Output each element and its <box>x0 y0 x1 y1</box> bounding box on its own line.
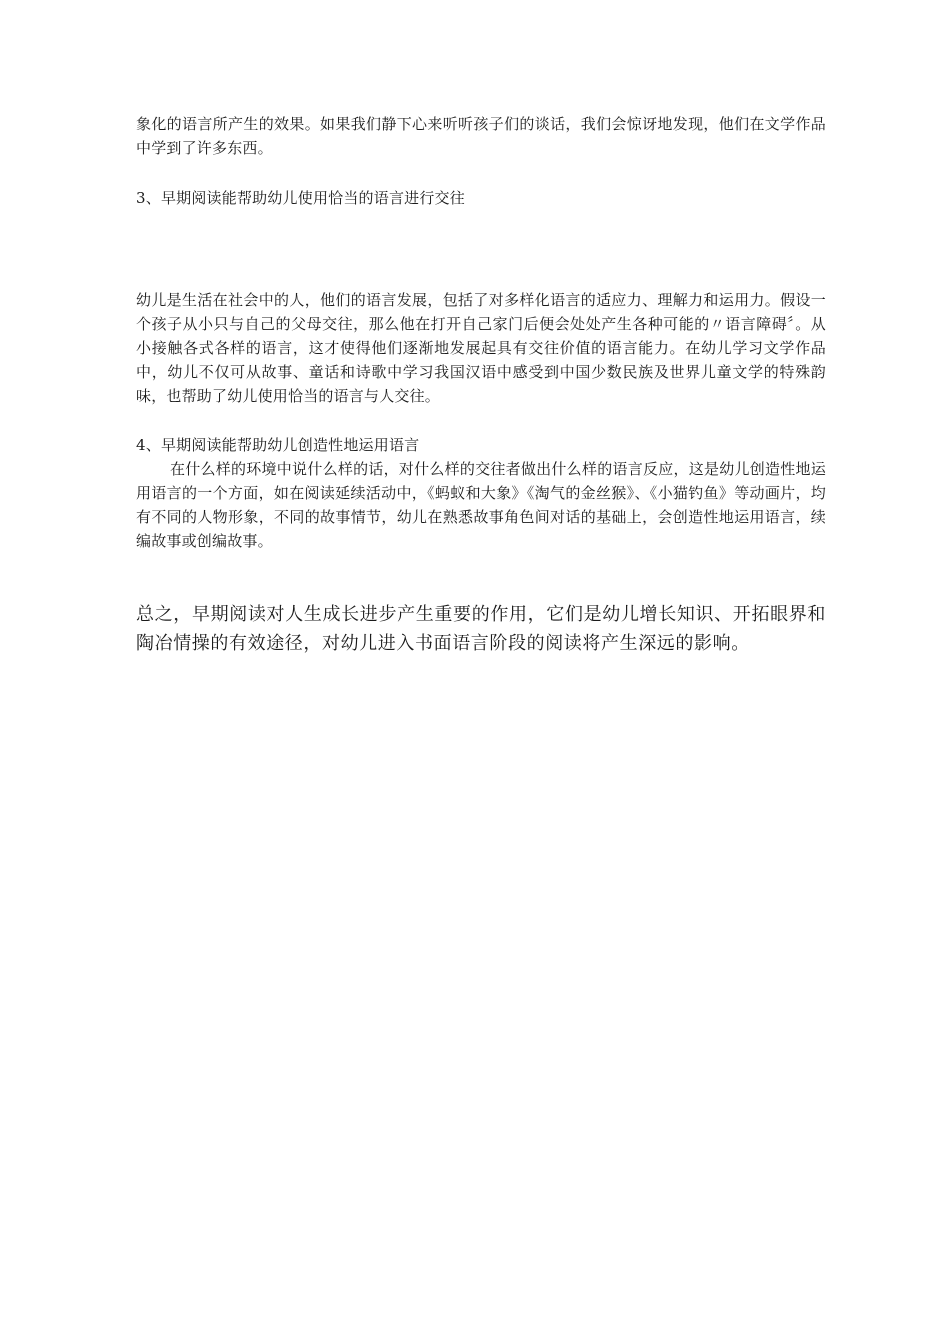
continuation-paragraph: 象化的语言所产生的效果。如果我们静下心来听听孩子们的谈话，我们会惊讶地发现，他们在文学作品中学到了许多东西。 <box>136 115 826 157</box>
section-3-paragraph: 幼儿是生活在社会中的人，他们的语言发展，包括了对多样化语言的适应力、理解力和运用力。假设一个孩子从小只与自己的父母交往，那么他在打开自己家门后便会处处产生各种可能的〃语言障碍〞。从小接触各式各样的语言，这才使得他们逐渐地发展起具有交往价值的语言能力。在幼儿学习文学作品中，幼儿不仅可从故事、童话和诗歌中学习我国汉语中感受到中国少数民族及世界儿童文学的特殊韵味，也帮助了幼儿使用恰当的语言与人交往。 <box>136 291 826 405</box>
section-heading-4: 4、早期阅读能帮助幼儿创造性地运用语言 <box>136 436 420 454</box>
conclusion-paragraph: 总之，早期阅读对人生成长进步产生重要的作用，它们是幼儿增长知识、开拓眼界和陶冶情操的有效途径，对幼儿进入书面语言阶段的阅读将产生深远的影响。 <box>136 604 826 654</box>
section-heading-3: 3、早期阅读能帮助幼儿使用恰当的语言进行交往 <box>136 189 465 207</box>
section-4-paragraph: 在什么样的环境中说什么样的话，对什么样的交往者做出什么样的语言反应，这是幼儿创造性地运用语言的一个方面，如在阅读延续活动中，《蚂蚁和大象》《淘气的金丝猴》、《小猫钓鱼》等动画片，均有不同的人物形象，不同的故事情节，幼儿在熟悉故事角色间对话的基础上，会创造性地运用语言，续编故事或创编故事。 <box>136 460 826 550</box>
